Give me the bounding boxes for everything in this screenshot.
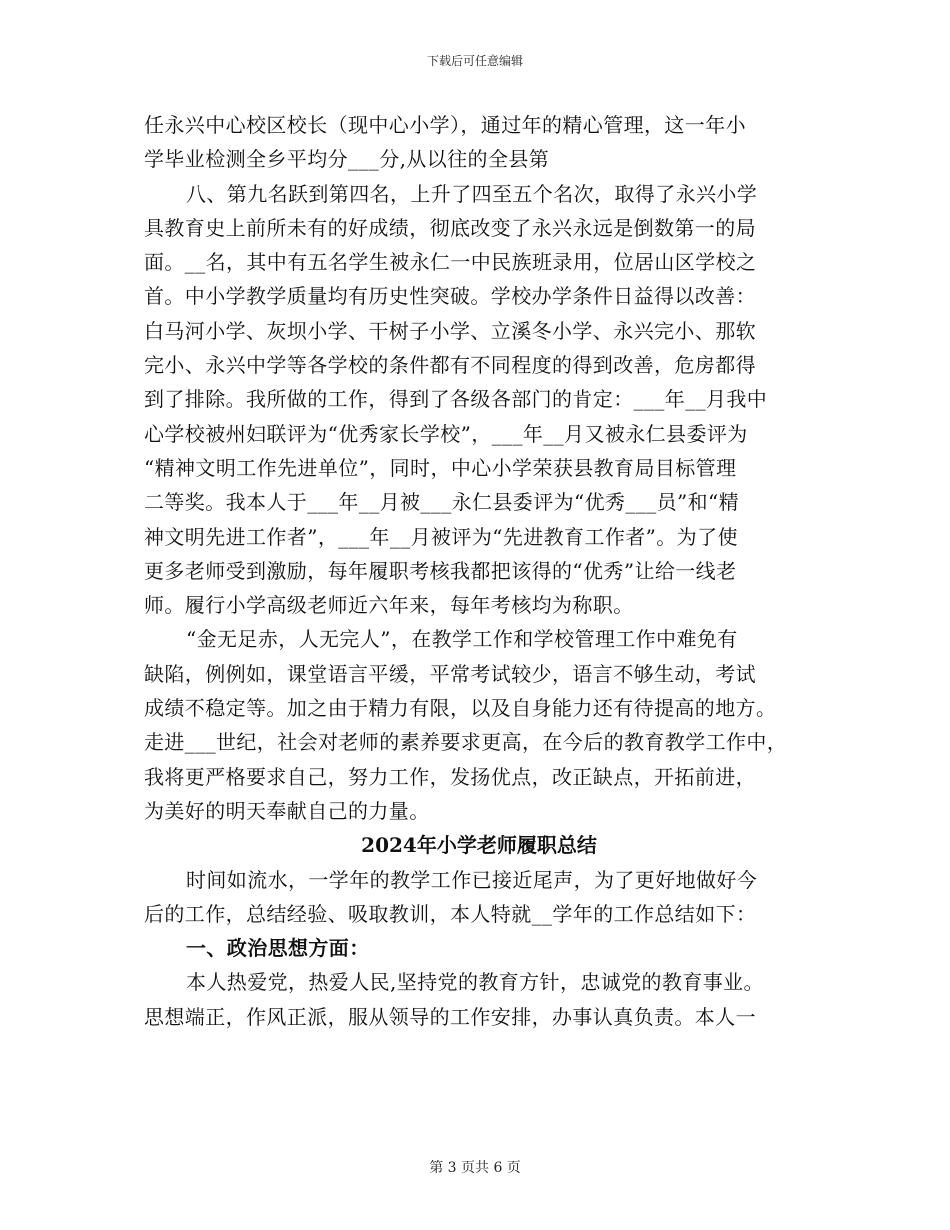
text-line: 二等奖。我本人于___年__月被___永仁县委评为“优秀___员”和“精 [144,490,740,515]
document-body [144,108,814,1034]
text-line: 八、第九名跃到第四名，上升了四至五个名次，取得了永兴小学 [186,181,758,206]
text-line: 具教育史上前所未有的好成绩，彻底改变了永兴永远是倒数第一的局 [144,215,756,240]
text-line: “金无足赤，人无完人”，在教学工作和学校管理工作中难免有 [186,627,738,652]
text-line: 本人热爱党，热爱人民,坚持党的教育方针，忠诚党的教育事业。 [186,970,764,995]
text-line: 我将更严格要求自己，努力工作，发扬优点，改正缺点，开拓前进， [144,764,756,789]
text-line: “精神文明工作先进单位”，同时，中心小学荣获县教育局目标管理 [144,455,737,480]
text-line: 任永兴中心校区校长（现中心小学），通过年的精心管理，这一年小 [144,113,746,137]
page-header: 下载后可任意编辑 [426,54,523,68]
text-line: 神文明先进工作者”，___年__月被评为“先进教育工作者”。为了使 [144,524,738,549]
section-heading: 一、政治思想方面： [186,936,370,961]
page-footer: 第 3 页共 6 页 [429,1160,521,1176]
text-line: 心学校被州妇联评为“优秀家长学校”，___年__月又被永仁县委评为 [144,421,748,446]
text-line: 为美好的明天奉献自己的力量。 [144,798,430,823]
document-title: 2024年小学老师履职总结 [361,833,597,858]
text-line: 思想端正，作风正派，服从领导的工作安排，办事认真负责。本人一 [144,1004,756,1029]
text-line: 成绩不稳定等。加之由于精力有限，以及自身能力还有待提高的地方。 [144,696,777,721]
text-line: 缺陷，例例如，课堂语言平缓，平常考试较少，语言不够生动，考试 [144,661,756,686]
text-line: 更多老师受到激励，每年履职考核我都把该得的“优秀”让给一线老 [144,558,737,583]
text-line: 白马河小学、灰坝小学、干树子小学、立溪冬小学、永兴完小、那软 [144,318,756,343]
text-line: 时间如流水，一学年的教学工作已接近尾声，为了更好地做好今 [186,867,758,892]
text-line: 完小、永兴中学等各学校的条件都有不同程度的得到改善，危房都得 [144,353,756,378]
text-line: 师。履行小学高级老师近六年来，每年考核均为称职。 [144,593,634,618]
text-line: 走进___世纪，社会对老师的素养要求更高，在今后的教育教学工作中， [144,730,788,755]
text-line: 学毕业检测全乡平均分___分,从以往的全县第 [144,147,550,172]
text-line: 面。__名，其中有五名学生被永仁一中民族班录用，位居山区学校之 [144,250,757,275]
text-line: 到了排除。我所做的工作，得到了各级各部门的肯定：___年__月我中 [144,387,768,412]
text-line: 后的工作，总结经验、吸取教训，本人特就__学年的工作总结如下： [144,901,757,926]
text-line: 首。中小学教学质量均有历史性突破。学校办学条件日益得以改善： [144,284,756,309]
